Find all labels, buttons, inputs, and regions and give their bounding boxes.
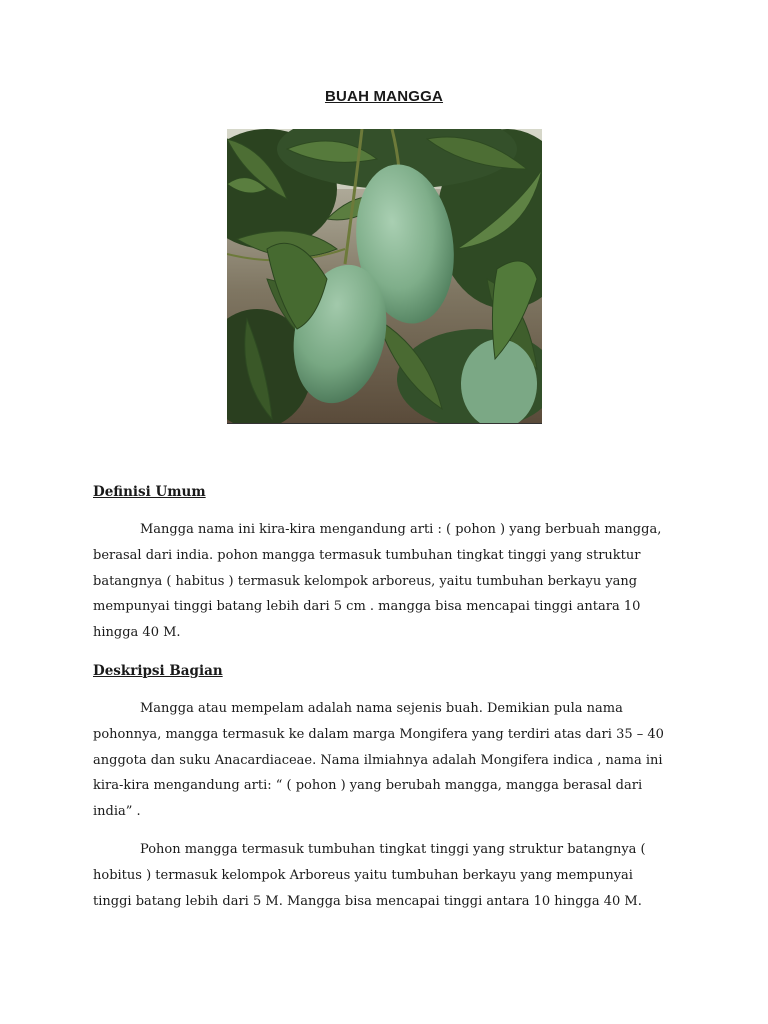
paragraph [93, 517, 668, 646]
paragraph-text: Pohon mangga termasuk tumbuhan tingkat tinggi yang struktur batangnya ( hobitus ) termasuk kelompok Arboreus yaitu tumbuhan berkayu yang mempunyai tinggi batang lebih dari 5 M. Mangga bisa mencapai tinggi antara 10 hingga 40 M. [93, 842, 646, 909]
section-heading-deskripsi-bagian: Deskripsi Bagian [93, 663, 223, 679]
mango-photo [227, 129, 542, 424]
paragraph-text: Mangga nama ini kira-kira mengandung arti : ( pohon ) yang berbuah mangga, berasal dari india. pohon mangga termasuk tumbuhan tingkat tinggi yang struktur batangnya ( habitus ) termasuk kelompok arboreus, yaitu tumbuhan berkayu yang mempunyai tinggi batang lebih dari 5 cm . mangga bisa mencapai tinggi antara 10 hingga 40 M. [93, 522, 662, 641]
paragraph [93, 837, 668, 914]
mango-tree-illustration [227, 129, 542, 423]
document-title: BUAH MANGGA [324, 88, 444, 105]
paragraph-text: Mangga atau mempelam adalah nama sejenis buah. Demikian pula nama pohonnya, mangga termasuk ke dalam marga Mongifera yang terdiri atas dari 35 – 40 anggota dan suku Anacardiaceae. Nama ilmiahnya adalah Mongifera indica , nama ini kira-kira mengandung arti: “ ( pohon ) yang berubah mangga, mangga berasal dari india” . [93, 701, 664, 820]
paragraph [93, 696, 668, 825]
section-heading-definisi-umum: Definisi Umum [93, 484, 206, 500]
